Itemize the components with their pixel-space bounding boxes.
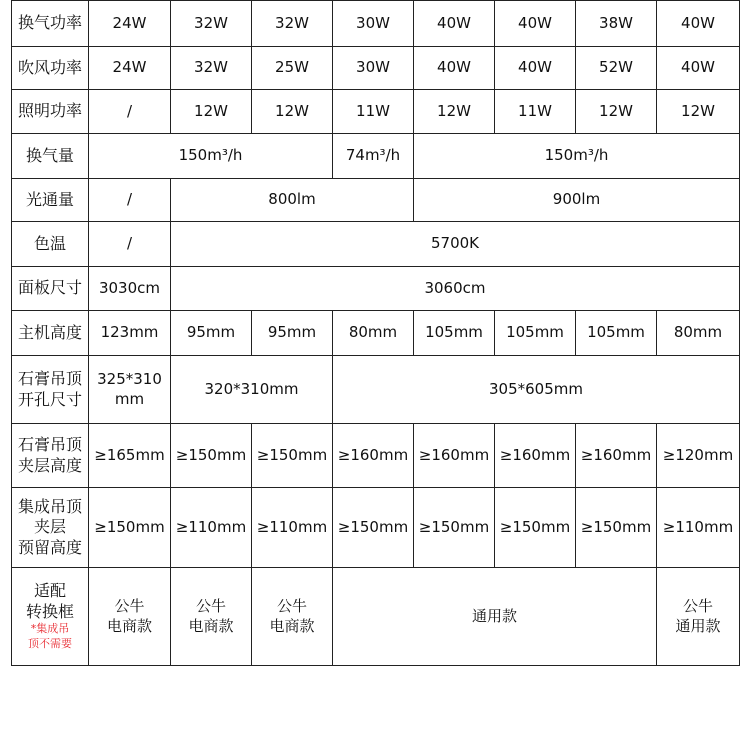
table-cell: ≥150mm xyxy=(333,488,414,568)
table-cell: ≥160mm xyxy=(414,424,495,488)
table-cell: 95mm xyxy=(252,311,333,356)
cell-line: 夹层高度 xyxy=(17,455,82,475)
row-header: 光通量 xyxy=(12,179,89,222)
table-cell: 12W xyxy=(576,90,657,134)
cell-line: 通用款 xyxy=(675,616,721,635)
table-cell: ≥110mm xyxy=(171,488,252,568)
cell-line: 公牛 xyxy=(195,597,226,616)
cell-line: 开孔尺寸 xyxy=(17,389,82,409)
table-cell: ≥150mm xyxy=(252,424,333,488)
table-cell: ≥165mm xyxy=(89,424,171,488)
table-cell: 32W xyxy=(252,1,333,47)
note-line: 顶不需要 xyxy=(28,636,72,650)
table-cell: 3030cm xyxy=(89,267,171,311)
table-cell: ≥150mm xyxy=(414,488,495,568)
table-cell: 12W xyxy=(252,90,333,134)
table-cell: 38W xyxy=(576,1,657,47)
note-line: *集成吊 xyxy=(30,622,70,636)
row-header xyxy=(12,568,89,666)
table-cell: 305*605mm xyxy=(333,356,740,424)
table-row xyxy=(12,424,740,488)
table-cell xyxy=(171,568,252,666)
spec-table xyxy=(11,0,740,666)
table-cell xyxy=(252,568,333,666)
table-cell: 40W xyxy=(495,1,576,47)
table-row xyxy=(12,267,740,311)
table-cell xyxy=(657,568,740,666)
row-header: 面板尺寸 xyxy=(12,267,89,311)
table-cell: ≥150mm xyxy=(495,488,576,568)
row-header: 吹风功率 xyxy=(12,47,89,90)
table-row xyxy=(12,311,740,356)
table-cell: 80mm xyxy=(333,311,414,356)
row-header xyxy=(12,488,89,568)
table-cell: 24W xyxy=(89,1,171,47)
table-row xyxy=(12,47,740,90)
table-cell: 40W xyxy=(657,47,740,90)
table-cell: 150m³/h xyxy=(89,134,333,179)
cell-line: 石膏吊顶 xyxy=(17,369,82,389)
table-cell: 24W xyxy=(89,47,171,90)
table-cell: 320*310mm xyxy=(171,356,333,424)
table-cell: 32W xyxy=(171,1,252,47)
table-cell xyxy=(89,356,171,424)
table-cell: 11W xyxy=(495,90,576,134)
table-cell: 32W xyxy=(171,47,252,90)
cell-line: 电商款 xyxy=(269,616,315,635)
table-cell: 30W xyxy=(333,1,414,47)
table-cell: 11W xyxy=(333,90,414,134)
table-cell: ≥110mm xyxy=(657,488,740,568)
table-cell: / xyxy=(89,222,171,267)
table-cell: 5700K xyxy=(171,222,740,267)
cell-line: 集成吊顶 xyxy=(17,496,82,516)
cell-line: 适配 xyxy=(33,581,66,601)
table-cell: 105mm xyxy=(414,311,495,356)
table-cell: 80mm xyxy=(657,311,740,356)
table-cell: ≥160mm xyxy=(495,424,576,488)
cell-line: 325*310 xyxy=(97,370,162,389)
table-cell: ≥150mm xyxy=(576,488,657,568)
table-cell: 3060cm xyxy=(171,267,740,311)
table-row xyxy=(12,568,740,666)
table-cell: 900lm xyxy=(414,179,740,222)
table-cell: 30W xyxy=(333,47,414,90)
cell-line: 转换框 xyxy=(25,601,74,621)
cell-line: 公牛 xyxy=(682,597,713,616)
cell-line: 公牛 xyxy=(276,597,307,616)
cell-line: 预留高度 xyxy=(17,537,82,557)
table-cell: 95mm xyxy=(171,311,252,356)
table-cell: 12W xyxy=(414,90,495,134)
row-note xyxy=(13,622,87,652)
row-header: 换气功率 xyxy=(12,1,89,47)
table-cell: / xyxy=(89,90,171,134)
table-row xyxy=(12,1,740,47)
cell-line: 公牛 xyxy=(114,597,145,616)
table-cell: 12W xyxy=(657,90,740,134)
table-row xyxy=(12,356,740,424)
table-cell: 40W xyxy=(414,47,495,90)
table-cell: 25W xyxy=(252,47,333,90)
row-header: 照明功率 xyxy=(12,90,89,134)
table-row xyxy=(12,222,740,267)
table-cell: ≥120mm xyxy=(657,424,740,488)
table-cell: 150m³/h xyxy=(414,134,740,179)
row-header xyxy=(12,356,89,424)
table-cell: 52W xyxy=(576,47,657,90)
table-cell: ≥150mm xyxy=(89,488,171,568)
row-header xyxy=(12,424,89,488)
table-cell: 40W xyxy=(495,47,576,90)
table-cell: 74m³/h xyxy=(333,134,414,179)
table-cell: 105mm xyxy=(495,311,576,356)
table-row xyxy=(12,488,740,568)
cell-line: 电商款 xyxy=(188,616,234,635)
cell-line: 夹层 xyxy=(33,517,66,537)
table-cell xyxy=(89,568,171,666)
table-cell: 105mm xyxy=(576,311,657,356)
table-row xyxy=(12,90,740,134)
table-cell: ≥150mm xyxy=(171,424,252,488)
row-header: 换气量 xyxy=(12,134,89,179)
table-cell: 通用款 xyxy=(333,568,657,666)
table-cell: ≥160mm xyxy=(333,424,414,488)
spec-table-body xyxy=(12,1,740,666)
row-header: 色温 xyxy=(12,222,89,267)
table-row xyxy=(12,179,740,222)
table-cell: 12W xyxy=(171,90,252,134)
cell-line: mm xyxy=(114,389,145,408)
table-cell: 40W xyxy=(657,1,740,47)
cell-line: 石膏吊顶 xyxy=(17,435,82,455)
table-cell: 800lm xyxy=(171,179,414,222)
table-cell: ≥110mm xyxy=(252,488,333,568)
table-row xyxy=(12,134,740,179)
table-cell: 123mm xyxy=(89,311,171,356)
row-header: 主机高度 xyxy=(12,311,89,356)
table-cell: 40W xyxy=(414,1,495,47)
table-cell: / xyxy=(89,179,171,222)
table-cell: ≥160mm xyxy=(576,424,657,488)
cell-line: 电商款 xyxy=(106,616,152,635)
